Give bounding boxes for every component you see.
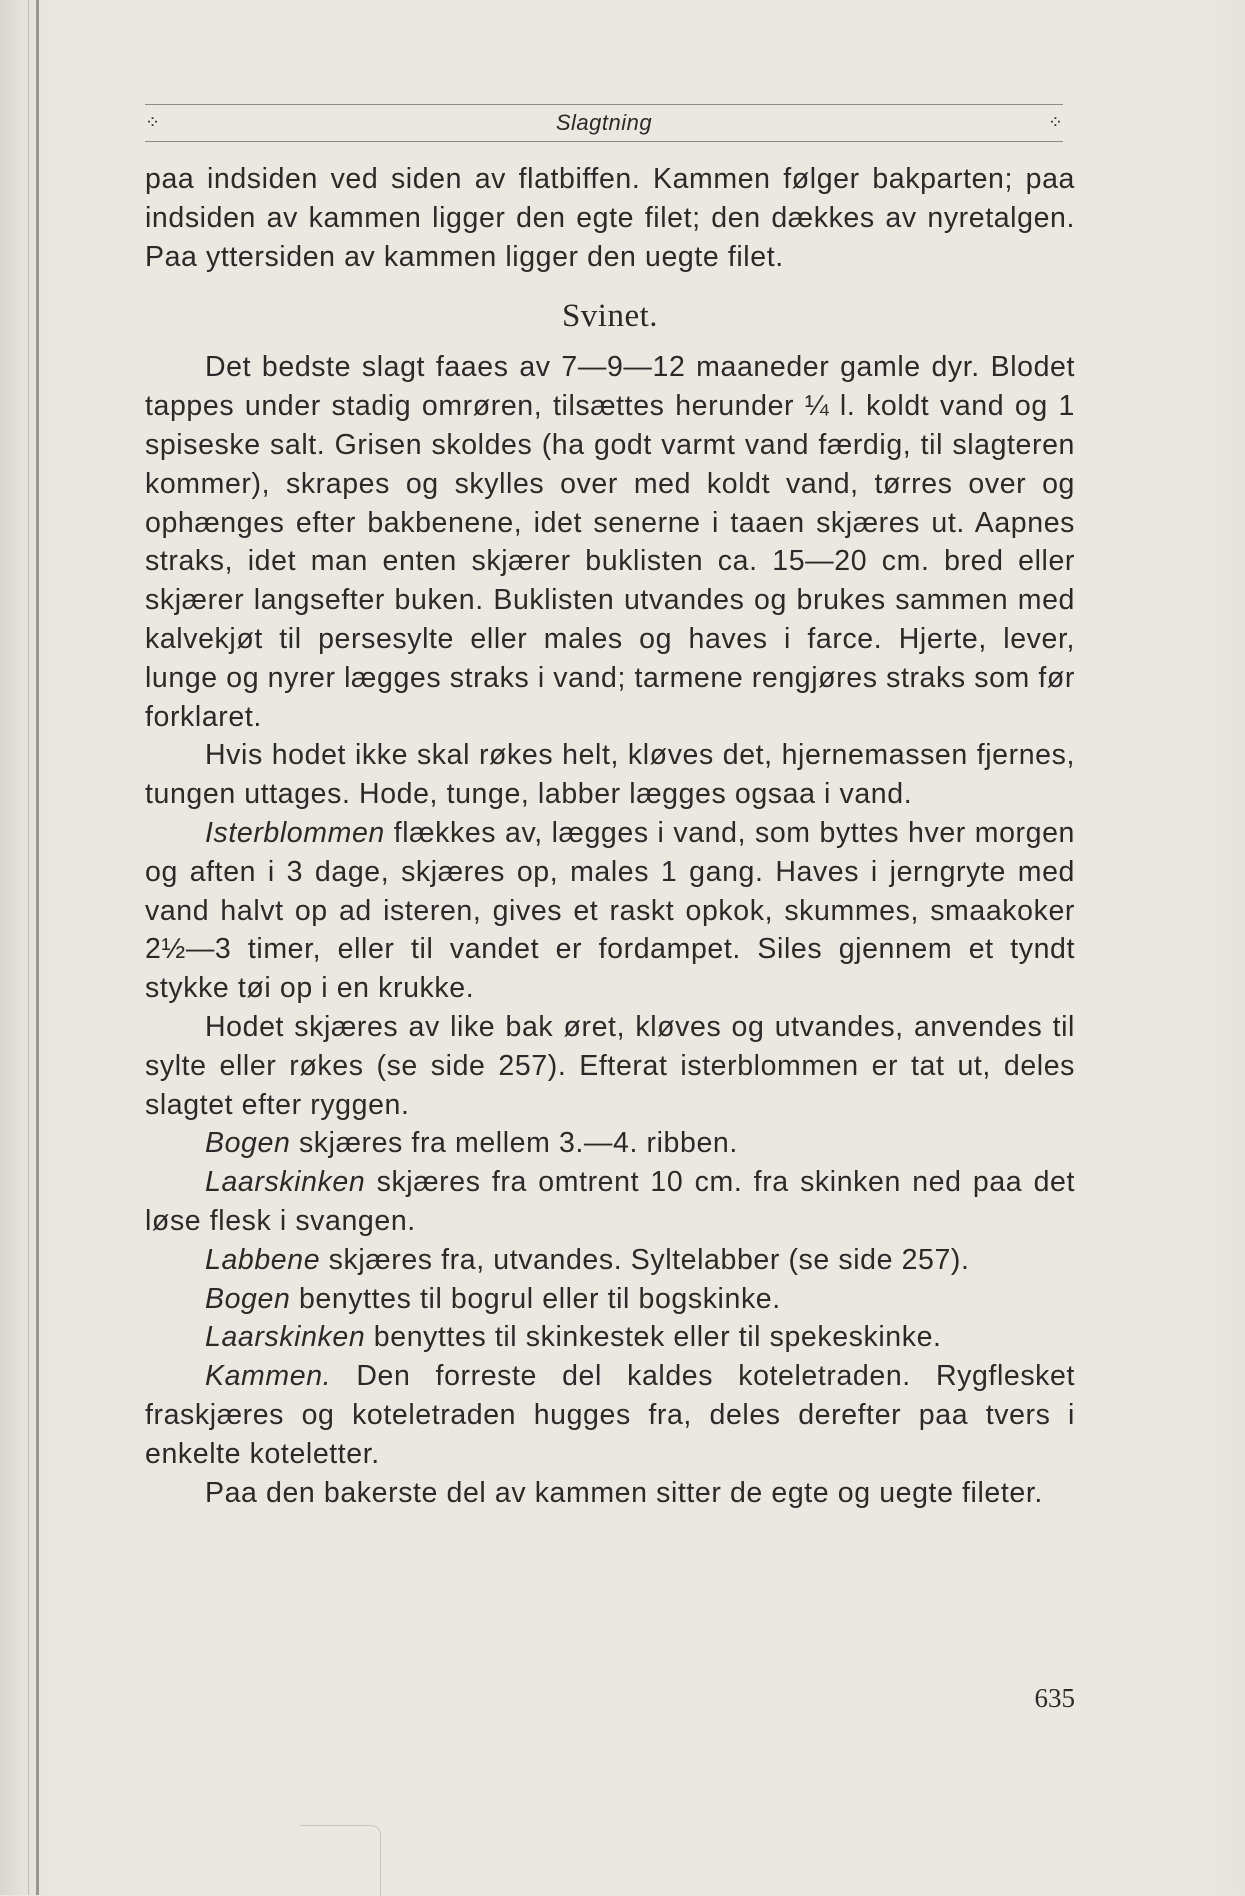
paragraph: Bogen skjæres fra mellem 3.—4. ribben. xyxy=(205,1127,738,1160)
page-tab-mark xyxy=(300,1825,381,1896)
binding-edge xyxy=(36,0,39,1895)
page-edge-line xyxy=(28,0,29,1895)
running-header-title: Slagtning xyxy=(555,110,653,135)
paragraph: Det bedste slagt faaes av 7—9—12 maaneder gamle dyr. Blodet tappes under stadig omrøren, tilsættes herunder ¼ l. koldt vand og 1 spiseske salt. Grisen skoldes (ha godt varmt vand færdig, til slagteren kommer), skrapes og skylles over med koldt vand, tørres over og ophænges efter bakbenene, idet senerne i taaen skjæres ut. Aapnes straks, idet man enten skjærer buklisten ca. 15—20 cm. bred eller skjærer langsefter buken. Buklisten utvandes og brukes sammen med kalvekjøt til persesylte eller males og haves i farce. Hjerte, lever, lunge og nyrer lægges straks i vand; tarmene rengjøres straks som før forklaret. xyxy=(145,351,1075,733)
paragraph: Hvis hodet ikke skal røkes helt, kløves det, hjernemassen fjernes, tungen uttages. Hode, tunge, labber lægges ogsaa i vand. xyxy=(145,739,1075,811)
paragraph: Paa den bakerste del av kammen sitter de egte og uegte fileter. xyxy=(205,1476,1043,1509)
ornament-right-icon: ⁘ xyxy=(1047,112,1063,132)
term: Isterblommen xyxy=(205,816,385,849)
term: Bogen xyxy=(205,1127,291,1160)
paragraph: Laarskinken benyttes til skinkestek eller til spekeskinke. xyxy=(205,1321,942,1354)
term: Laarskinken xyxy=(205,1166,366,1199)
paragraph: Isterblommen flækkes av, lægges i vand, som byttes hver morgen og aften i 3 dage, skjæres op, males 1 gang. Haves i jerngryte med vand halvt op ad isteren, gives et raskt opkok, skummes, smaakoker 2½—3 timer, eller til vandet er fordampet. Siles gjennem et tyndt stykke tøi op i en krukke. xyxy=(145,816,1075,1005)
section-heading: Svinet. xyxy=(561,298,659,335)
paragraph: Kammen. Den forreste del kaldes koteletraden. Rygflesket fraskjæres og koteletraden hugges fra, deles derefter paa tvers i enkelte koteletter. xyxy=(145,1360,1075,1470)
term: Kammen. xyxy=(205,1360,332,1393)
paragraph: Hodet skjæres av like bak øret, kløves og utvandes, anvendes til sylte eller røkes (se side 257). Efterat isterblommen er tat ut, deles slagtet efter ryggen. xyxy=(145,1010,1075,1121)
paragraph-continued: paa indsiden ved siden av flatbiffen. Kammen følger bakparten; paa indsiden av kammen ligger den egte filet; den dækkes av nyretalgen. Paa yttersiden av kammen ligger den uegte filet. xyxy=(145,163,1075,273)
page-number: 635 xyxy=(1034,1683,1075,1713)
paragraph: Laarskinken skjæres fra omtrent 10 cm. fra skinken ned paa det løse flesk i svangen. xyxy=(145,1166,1075,1237)
paragraph: Bogen benyttes til bogrul eller til bogskinke. xyxy=(205,1282,781,1315)
body-text xyxy=(145,160,1075,1512)
term: Labbene xyxy=(205,1243,321,1276)
paragraph: Labbene skjæres fra, utvandes. Syltelabber (se side 257). xyxy=(205,1243,970,1276)
term: Bogen xyxy=(205,1282,291,1315)
term: Laarskinken xyxy=(205,1321,366,1354)
ornament-left-icon: ⁘ xyxy=(145,112,161,132)
running-header xyxy=(145,104,1063,142)
